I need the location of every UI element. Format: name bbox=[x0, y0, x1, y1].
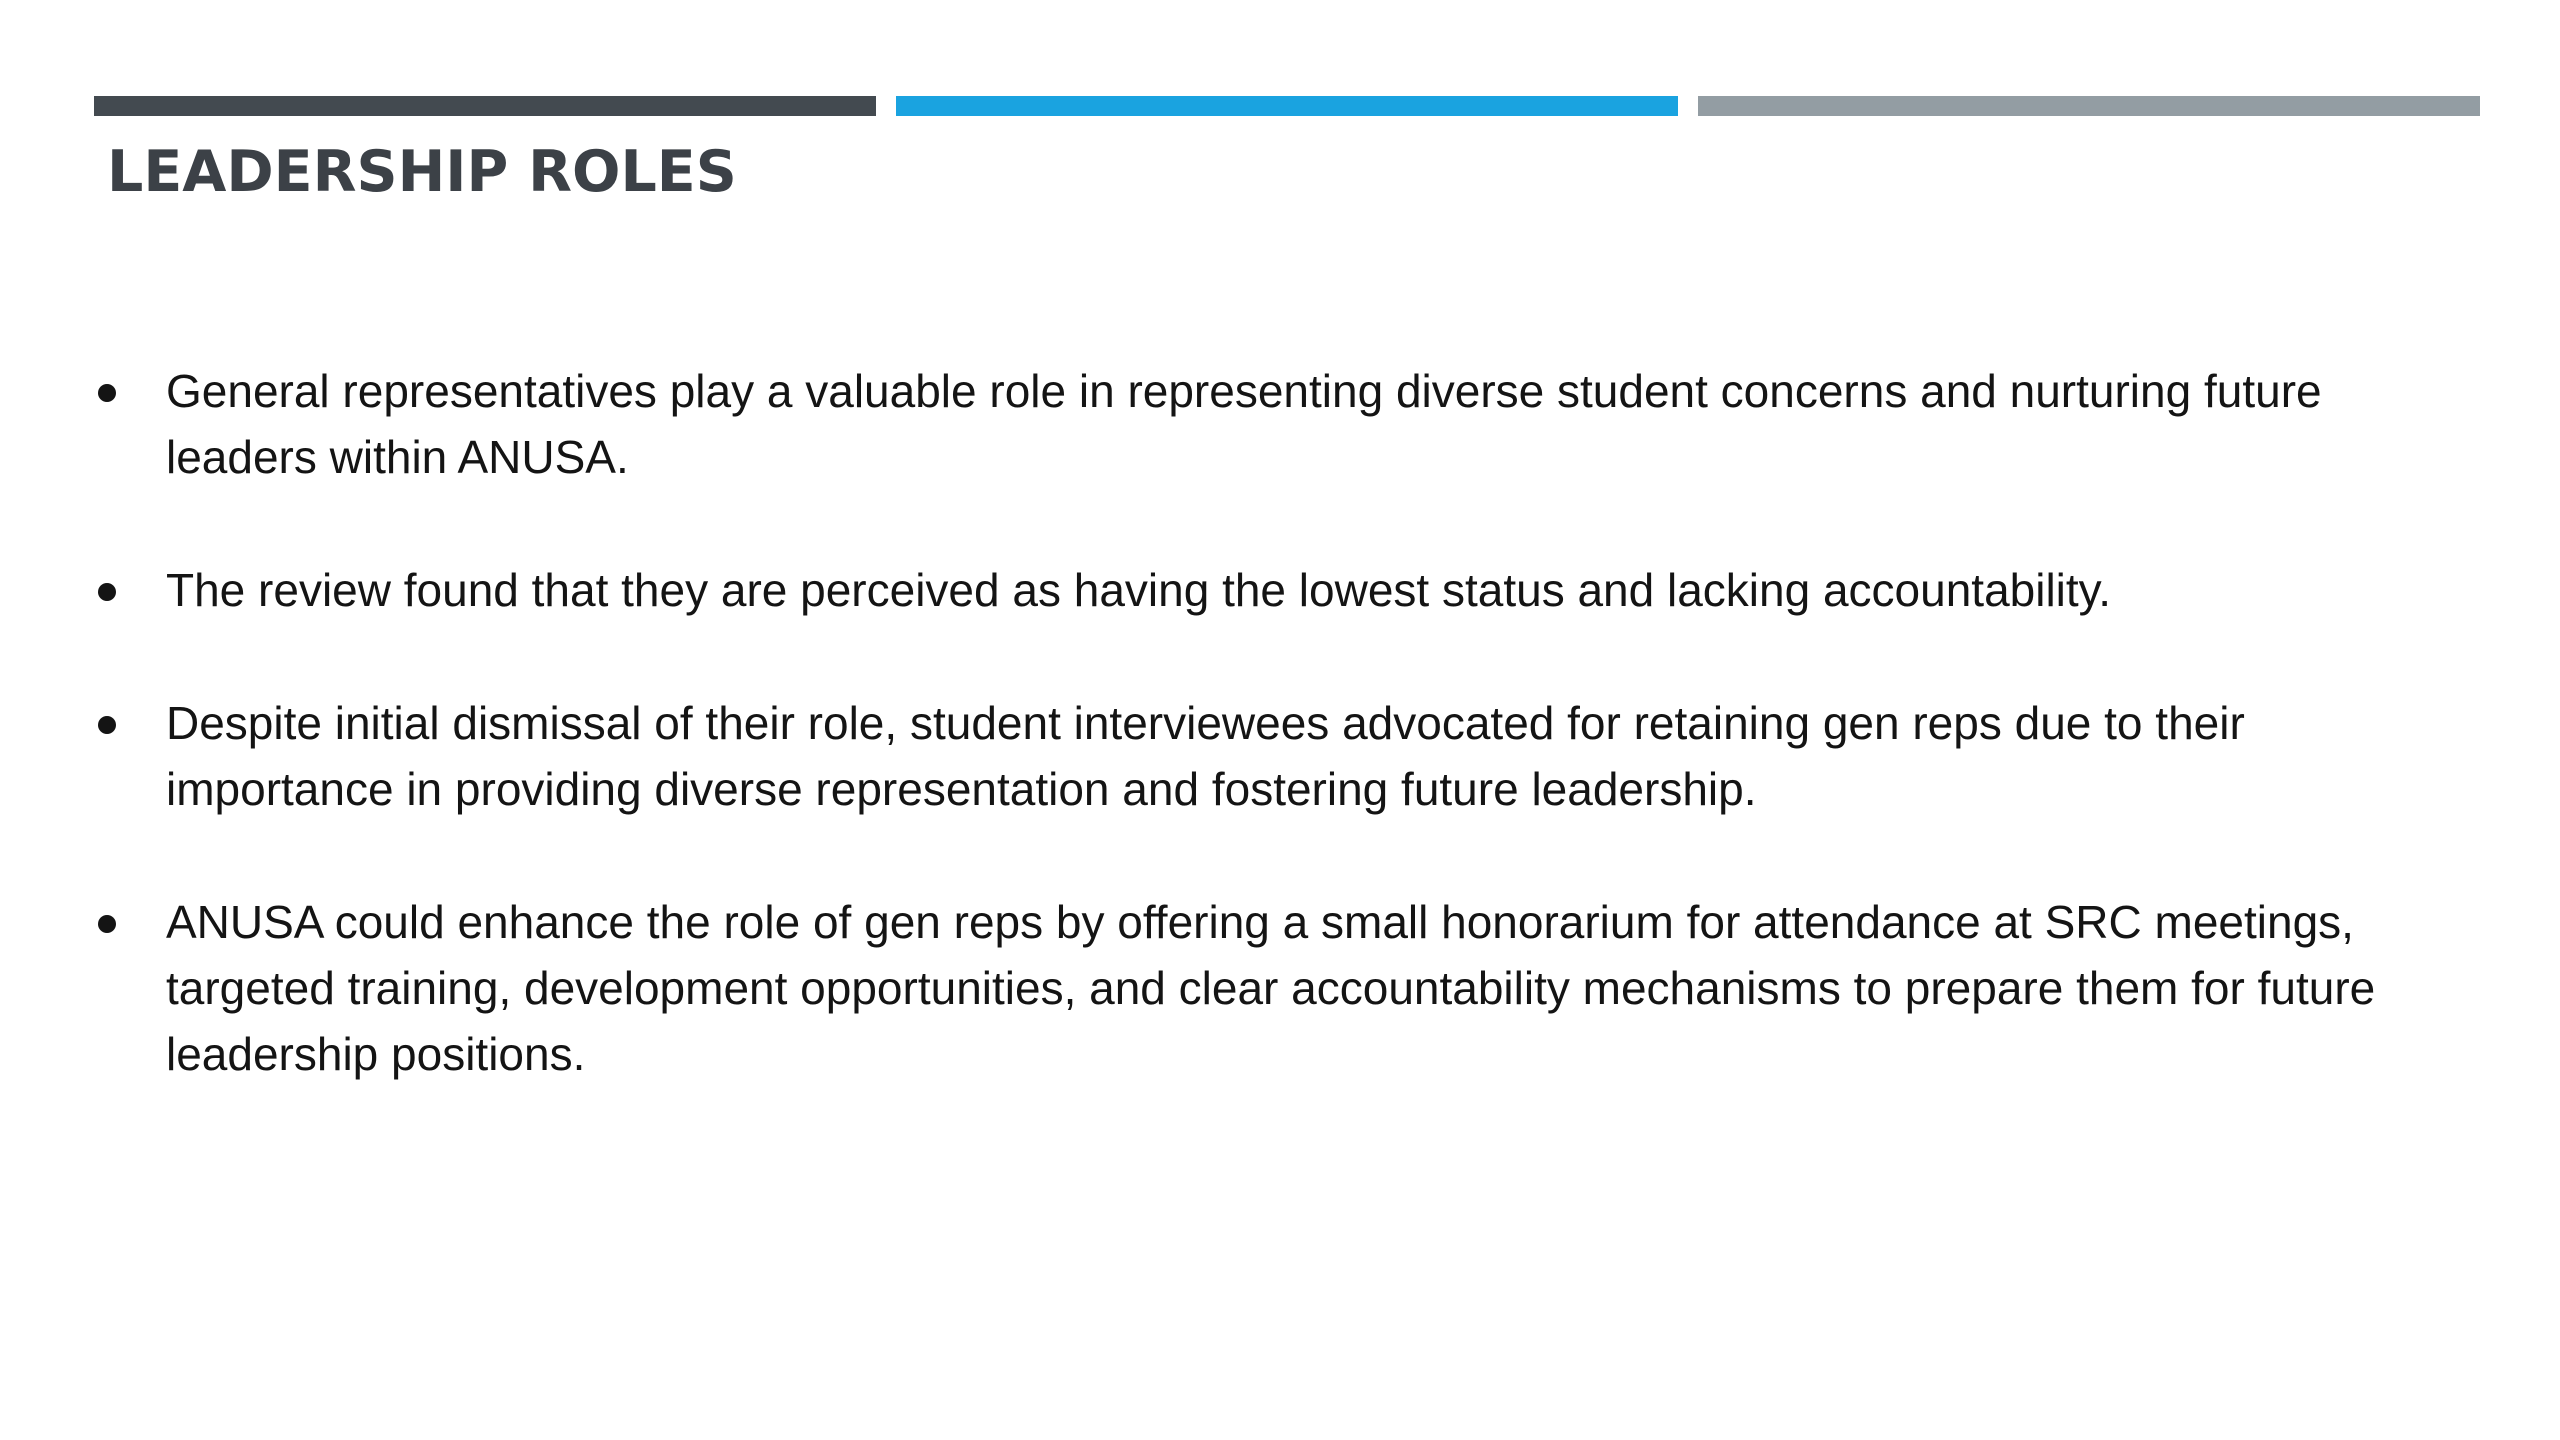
bullet-item bbox=[94, 557, 2484, 623]
bullet-text: ANUSA could enhance the role of gen reps by offering a small honorarium for attendance at SRC meetings, targeted training, development opportunities, and clear accountability mechanisms to prepare them for future leadership positions. bbox=[166, 896, 2376, 1080]
accent-bar-dark bbox=[94, 96, 876, 116]
bullet-dot-icon bbox=[98, 716, 116, 734]
slide-title: LEADERSHIP ROLES bbox=[107, 139, 737, 205]
bullet-dot-icon bbox=[98, 384, 116, 402]
bullet-text: General representatives play a valuable role in representing diverse student concerns and nurturing future leaders within ANUSA. bbox=[166, 365, 2322, 483]
bullet-dot-icon bbox=[98, 583, 116, 601]
bullet-item bbox=[94, 889, 2484, 1087]
accent-bar-blue bbox=[896, 96, 1678, 116]
accent-bar-gray bbox=[1698, 96, 2480, 116]
bullet-item bbox=[94, 690, 2484, 822]
bullet-item bbox=[94, 358, 2484, 490]
bullet-text: Despite initial dismissal of their role, student interviewees advocated for retaining gen reps due to their importance in providing diverse representation and fostering future leadership. bbox=[166, 697, 2245, 815]
bullet-dot-icon bbox=[98, 915, 116, 933]
bullet-text: The review found that they are perceived as having the lowest status and lacking accountability. bbox=[166, 564, 2112, 616]
bullet-list bbox=[94, 358, 2484, 1154]
